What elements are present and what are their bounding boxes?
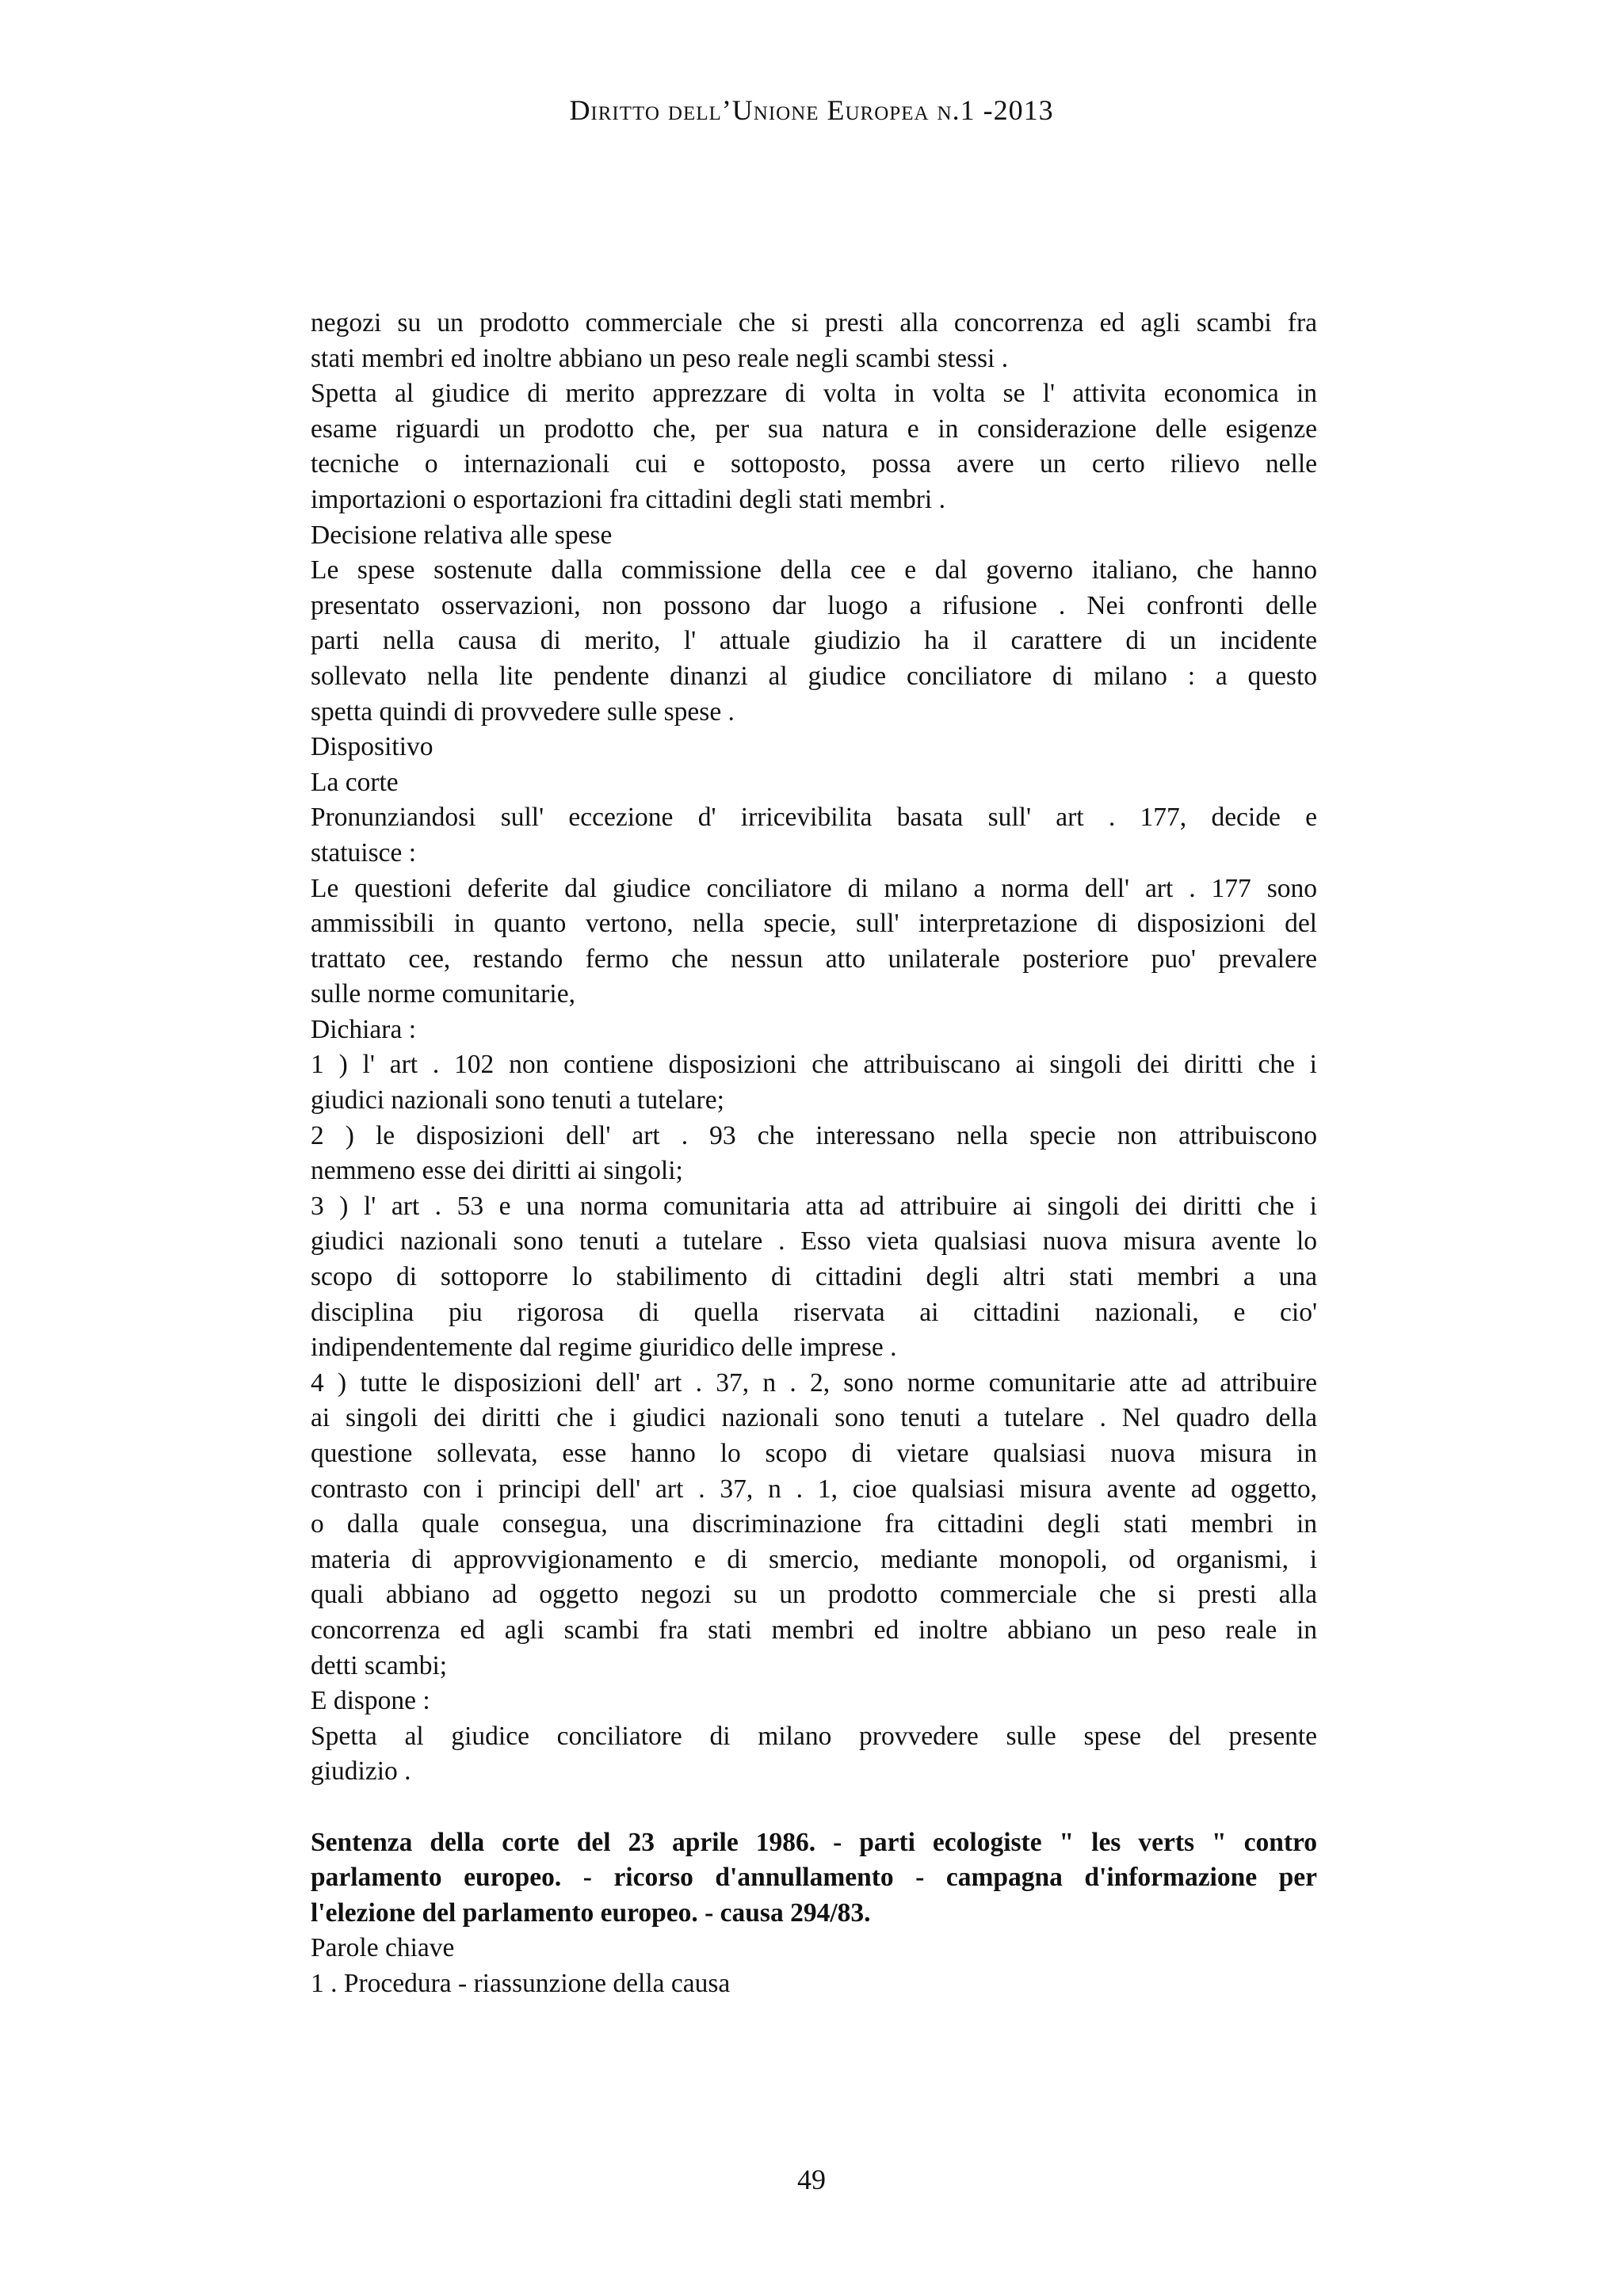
running-header [0,93,1623,127]
text-line: presentato osservazioni, non possono dar luogo a rifusione . Nei confronti delle [311,590,1317,620]
text-line: E dispone : [311,1686,430,1716]
text-line: giudici nazionali sono tenuti a tutelare; [311,1085,724,1116]
page-number: 49 [797,2164,826,2195]
text-line: materia di approvvigionamento e di smercio, mediante monopoli, od organismi, i [311,1544,1317,1574]
text-line: questione sollevata, esse hanno lo scopo di vietare qualsiasi nuova misura in [311,1439,1317,1468]
tail-text-block [311,1931,1317,2001]
text-line: quali abbiano ad oggetto negozi su un prodotto commerciale che si presti alla [311,1580,1317,1610]
heading-line: l'elezione del parlamento europeo. - causa 294/83. [311,1897,871,1928]
text-line: disciplina piu rigorosa di quella riservata ai cittadini nazionali, e cio' [311,1297,1317,1327]
text-line: trattato cee, restando fermo che nessun atto unilaterale posteriore puo' prevalere [311,944,1317,974]
text-line: nemmeno esse dei diritti ai singoli; [311,1156,683,1186]
text-line: importazioni o esportazioni fra cittadini degli stati membri . [311,484,945,514]
text-line: statuisce : [311,837,417,868]
text-line: contrasto con i principi dell' art . 37, n . 1, cioe qualsiasi misura avente ad oggetto, [311,1474,1317,1504]
document-body [311,306,1317,2002]
paragraph-spacer [311,1790,1317,1825]
text-line: 2 ) le disposizioni dell' art . 93 che interessano nella specie non attribuiscono [311,1120,1317,1150]
heading-line: Sentenza della corte del 23 aprile 1986. - parti ecologiste " les verts " contro [311,1827,1317,1857]
text-line: spetta quindi di provvedere sulle spese . [311,696,735,727]
text-line: parti nella causa di merito, l' attuale giudizio ha il carattere di un incidente [311,626,1317,656]
text-line: detti scambi; [311,1650,448,1680]
text-line: concorrenza ed agli scambi fra stati membri ed inoltre abbiano un peso reale in [311,1615,1317,1645]
text-line: sollevato nella lite pendente dinanzi al giudice conciliatore di milano : a questo [311,661,1317,691]
text-line: 1 . Procedura - riassunzione della causa [311,1968,731,1998]
text-line: 4 ) tutte le disposizioni dell' art . 37, n . 2, sono norme comunitarie atte ad attribuire [311,1367,1317,1398]
text-line: Spetta al giudice di merito apprezzare di volta in volta se l' attivita economica in [311,379,1317,409]
text-line: Decisione relativa alle spese [311,520,613,550]
text-line: ammissibili in quanto vertono, nella specie, sull' interpretazione di disposizioni del [311,909,1317,939]
text-line: 3 ) l' art . 53 e una norma comunitaria atta ad attribuire ai singoli dei diritti che i [311,1191,1317,1221]
text-line: ai singoli dei diritti che i giudici nazionali sono tenuti a tutelare . Nel quadro della [311,1403,1317,1433]
text-line: tecniche o internazionali cui e sottoposto, possa avere un certo rilievo nelle [311,449,1317,479]
running-header-text: Diritto dell’Unione Europea n.1 -2013 [569,94,1054,126]
heading-line: parlamento europeo. - ricorso d'annullamento - campagna d'informazione per [311,1863,1317,1893]
text-line: giudici nazionali sono tenuti a tutelare . Esso vieta qualsiasi nuova misura avente lo [311,1226,1317,1257]
text-line: o dalla quale consegua, una discriminazione fra cittadini degli stati membri in [311,1509,1317,1539]
text-line: Pronunziandosi sull' eccezione d' irricevibilita basata sull' art . 177, decide e [311,803,1317,833]
text-line: Dichiara : [311,1014,417,1044]
text-line: sulle norme comunitarie, [311,979,575,1009]
text-line: Le spese sostenute dalla commissione della cee e dal governo italiano, che hanno [311,555,1317,585]
text-line: La corte [311,767,399,797]
text-line: esame riguardi un prodotto che, per sua natura e in considerazione delle esigenze [311,414,1317,444]
main-text-block [311,306,1317,1790]
text-line: negozi su un prodotto commerciale che si presti alla concorrenza ed agli scambi fra [311,308,1317,338]
text-line: Parole chiave [311,1933,455,1963]
text-line: scopo di sottoporre lo stabilimento di cittadini degli altri stati membri a una [311,1262,1317,1292]
text-line: indipendentemente dal regime giuridico delle imprese . [311,1333,897,1363]
text-line: Spetta al giudice conciliatore di milano provvedere sulle spese del presente [311,1721,1317,1751]
text-line: Dispositivo [311,732,433,762]
text-line: Le questioni deferite dal giudice conciliatore di milano a norma dell' art . 177 sono [311,873,1317,903]
text-line: 1 ) l' art . 102 non contiene disposizioni che attribuiscano ai singoli dei diritti che i [311,1050,1317,1080]
text-line: stati membri ed inoltre abbiano un peso reale negli scambi stessi . [311,343,1009,373]
text-line: giudizio . [311,1756,411,1787]
judgment-heading [311,1825,1317,1932]
